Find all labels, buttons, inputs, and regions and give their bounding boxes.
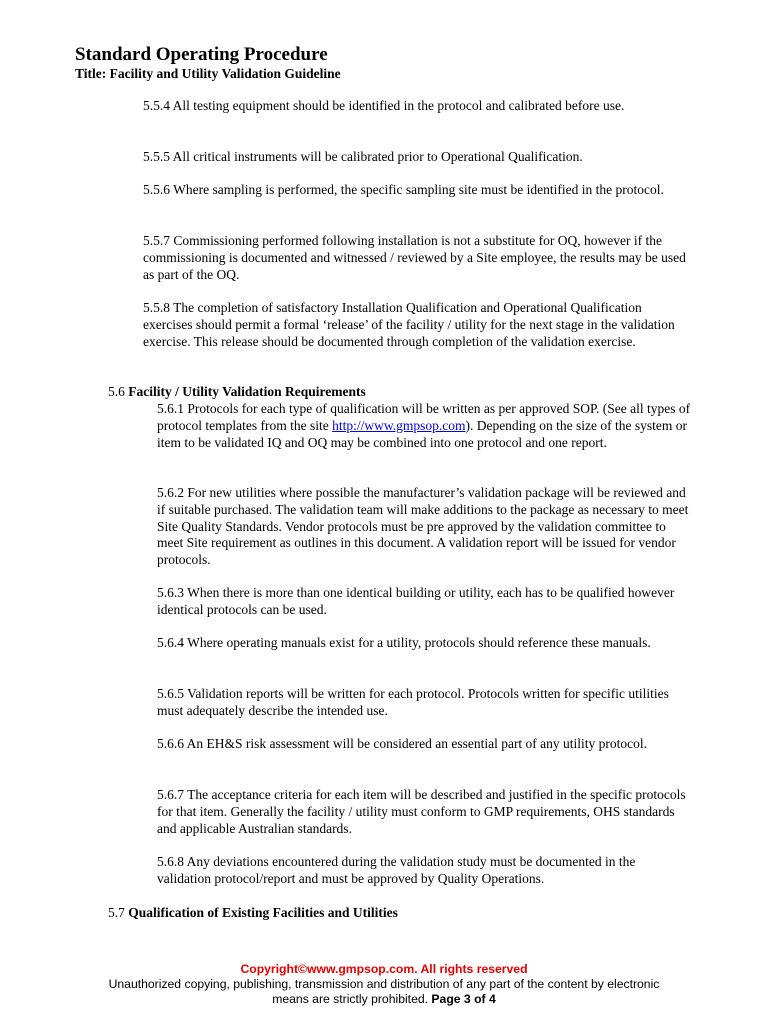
footer-notice: Unauthorized copying, publishing, transmission and distribution of any part of the content by electronic [108,977,660,991]
paragraph-5-6-5: 5.6.5 Validation reports will be written for each protocol. Protocols written for specific utilities must adequately describe the intended use. [157,686,669,718]
paragraph-5-5-6: 5.5.6 Where sampling is performed, the specific sampling site must be identified in the protocol. [143,182,664,197]
paragraph-5-5-4: 5.5.4 All testing equipment should be identified in the protocol and calibrated before use. [143,98,625,113]
section-number: 5.7 [108,905,125,920]
paragraph-5-6-8: 5.6.8 Any deviations encountered during the validation study must be documented in the validation protocol/report and must be approved by Quality Operations. [157,854,636,886]
footer-notice-line-2 [0,992,768,1007]
paragraph-5-6-6: 5.6.6 An EH&S risk assessment will be considered an essential part of any utility protocol. [157,736,648,751]
paragraph-5-5-7: 5.5.7 Commissioning performed following installation is not a substitute for OQ, however if the commissioning is documented and witnessed / reviewed by a Site employee, the results may be used as part of the OQ. [143,233,686,282]
document-title: Title: Facility and Utility Validation Guideline [75,66,341,81]
page-title: Standard Operating Procedure [75,44,328,65]
paragraph-5-6-3: 5.6.3 When there is more than one identical building or utility, each has to be qualified however identical protocols can be used. [157,585,675,617]
paragraph-text: 5.6.1 Protocols for each type of qualification will be written as per approved SOP. (See all types of protocol templates from the site [157,401,691,433]
paragraph-text: ). Depending on the size of the system or item to be validated IQ and OQ may be combined into one protocol and one report. [157,417,688,450]
paragraph-5-5-8: 5.5.8 The completion of satisfactory Installation Qualification and Operational Qualification exercises should permit a formal ‘release’ of the facility / utility for the next stage in the validation exercise. This release should be documented through completion of the validation exercise. [143,300,675,349]
section-title: Facility / Utility Validation Requirements [128,384,366,399]
section-heading-5-7 [108,905,398,922]
paragraph-5-6-1 [157,401,692,451]
section-heading-5-6 [108,384,366,401]
paragraph-5-5-5: 5.5.5 All critical instruments will be calibrated prior to Operational Qualification. [143,149,583,164]
paragraph-5-6-7: 5.6.7 The acceptance criteria for each item will be described and justified in the specific protocols for that item. Generally the facility / utility must conform to GMP requirements, OHS standards and applicable Australian standards. [157,787,686,836]
section-title: Qualification of Existing Facilities and Utilities [128,905,398,920]
paragraph-5-6-4: 5.6.4 Where operating manuals exist for a utility, protocols should reference these manuals. [157,635,651,650]
footer-copyright: Copyright©www.gmpsop.com. All rights reserved [240,962,528,976]
page-number: Page 3 of 4 [431,992,496,1006]
section-number: 5.6 [108,384,125,399]
gmpsop-link[interactable]: http://www.gmpsop.com [332,417,466,433]
footer-notice-text: means are strictly prohibited. [272,992,429,1006]
paragraph-5-6-2: 5.6.2 For new utilities where possible the manufacturer’s validation package will be reviewed and if suitable purchased. The validation team will make additions to the package as necessary to meet Site Quality Standards. Vendor protocols must be pre approved by the validation committee to meet Site requirement as outlines in this document. A validation report will be issued for vendor protocols. [157,485,689,568]
